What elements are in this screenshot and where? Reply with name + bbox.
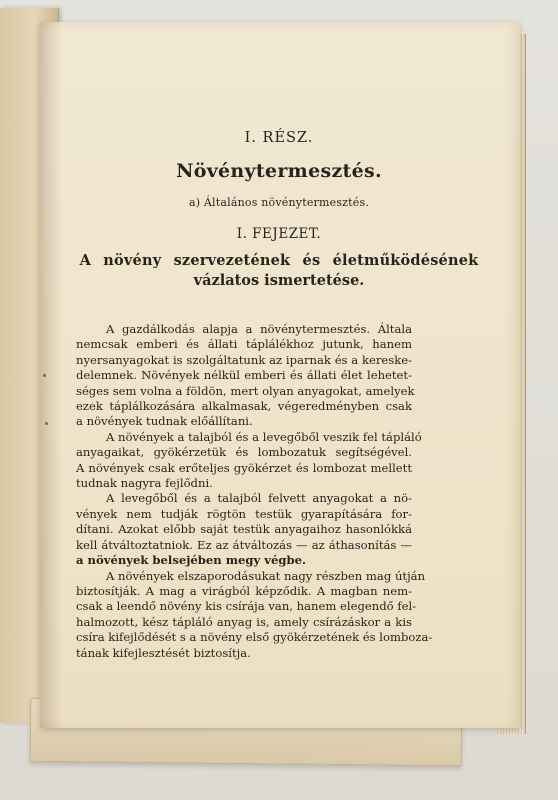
part-label: I. RÉSZ. xyxy=(244,130,314,146)
section-title: Növénytermesztés. xyxy=(176,160,382,182)
text-line: vények nem tudják rögtön testük gyarapítására for- xyxy=(76,506,412,521)
text-line: halmozott, kész tápláló anyag is, amely csírázáskor a kis xyxy=(76,614,412,629)
chapter-label: I. FEJEZET. xyxy=(236,226,322,242)
paragraph xyxy=(76,568,433,661)
text-line: a növények belsejében megy végbe. xyxy=(76,553,307,568)
text-line: dítani. Azokat előbb saját testük anyagaihoz hasonlókká xyxy=(76,522,412,537)
text-line: nemcsak emberi és állati táplálékhoz jutunk, hanem xyxy=(76,337,412,352)
ink-spot xyxy=(45,422,48,425)
text-line: tának kifejlesztését biztosítja. xyxy=(76,645,251,660)
ink-spot xyxy=(43,374,46,377)
text-line: A növények elszaporodásukat nagy részben mag útján xyxy=(106,568,426,583)
text-line: csíra kifejlődését s a növény első gyökérzetének és lomboza- xyxy=(76,630,433,645)
text-line: A gazdálkodás alapja a növénytermesztés. Általa xyxy=(106,322,412,336)
chapter-heading-line-2: vázlatos ismertetése. xyxy=(193,272,365,289)
text-line: biztosítják. A mag a virágból képződik. A magban nem- xyxy=(76,583,412,598)
paragraph xyxy=(76,429,422,492)
text-line: csak a leendő növény kis csírája van, hanem elegendő fel- xyxy=(76,599,417,614)
text-line: séges sem volna a földön, mert olyan anyagokat, amelyek xyxy=(76,383,415,398)
text-line: delemnek. Növények nélkül emberi és állati élet lehetet- xyxy=(76,368,412,383)
text-line: kell átváltoztatniok. Ez az átváltozás — az áthasonítás — xyxy=(76,537,412,552)
text-line: anyagaikat, gyökérzetük és lombozatuk segítségével. xyxy=(76,445,412,460)
text-line: a növények tudnak előállítani. xyxy=(76,414,253,429)
paragraph xyxy=(76,322,415,430)
chapter-heading-line-1: A növény szervezetének és életműködésének xyxy=(79,252,479,269)
text-line: nyersanyagokat is szolgáltatunk az iparnak és a kereske- xyxy=(76,352,412,367)
body-text xyxy=(76,322,433,661)
subsection-title: a) Általános növénytermesztés. xyxy=(188,196,370,209)
paragraph xyxy=(76,491,412,568)
text-line: A növények a talajból és a levegőből veszik fel tápláló xyxy=(106,429,422,444)
text-line: ezek táplálkozására alkalmasak, végeredményben csak xyxy=(76,399,412,414)
text-line: A növények csak erőteljes gyökérzet és lombozat mellett xyxy=(76,460,412,475)
text-line: A levegőből és a talajból felvett anyagokat a nö- xyxy=(106,491,412,506)
text-line: tudnak nagyra fejlődni. xyxy=(76,476,213,491)
